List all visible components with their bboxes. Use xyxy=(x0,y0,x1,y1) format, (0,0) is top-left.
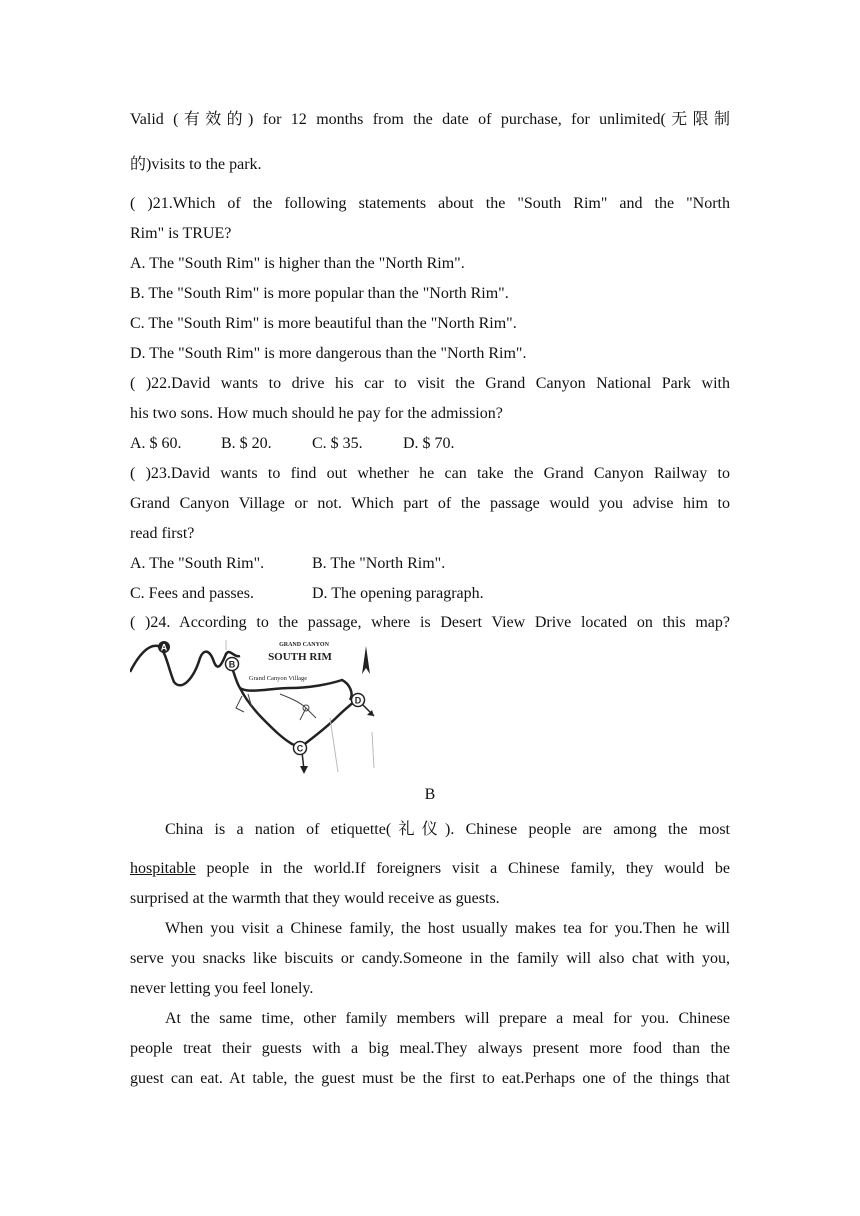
section-b-heading: B xyxy=(424,786,436,803)
east-route-to-d xyxy=(302,698,358,746)
section-b-p1-line-1: China is a nation of etiquette(礼仪). Chinese people are among the most xyxy=(165,821,730,838)
question-22-line-2: his two sons. How much should he pay for the admission? xyxy=(130,405,503,422)
section-b-p2-line-1: When you visit a Chinese family, the host usually makes tea for you.Then he will xyxy=(165,920,730,937)
map-marker-d-label: D xyxy=(354,695,362,706)
map-village-label: Grand Canyon Village xyxy=(248,675,308,682)
map-title-large: SOUTH RIM xyxy=(268,651,332,663)
section-b-p1-line-3: surprised at the warmth that they would receive as guests. xyxy=(130,890,500,907)
map-illustration xyxy=(130,636,378,776)
question-22-option-b: B. $ 20. xyxy=(221,435,272,452)
village-roads xyxy=(236,694,316,720)
section-b-p3-line-3: guest can eat. At table, the guest must be the first to eat.Perhaps one of the things that xyxy=(130,1070,730,1087)
intro-line-1: Valid (有效的) for 12 months from the date of purchase, for unlimited(无限制 xyxy=(130,111,730,128)
question-23-options-row-1 xyxy=(130,554,730,574)
intro-line-2: 的)visits to the park. xyxy=(130,156,262,173)
question-21-option-d: D. The "South Rim" is more dangerous than the "North Rim". xyxy=(130,345,527,362)
question-21-option-a: A. The "South Rim" is higher than the "North Rim". xyxy=(130,255,465,272)
compass-north-arrow xyxy=(362,646,370,674)
question-21-option-c: C. The "South Rim" is more beautiful than the "North Rim". xyxy=(130,315,517,332)
question-22-options xyxy=(130,434,730,454)
section-b-p1-line-2 xyxy=(130,859,730,879)
question-22-option-a: A. $ 60. xyxy=(130,435,182,452)
map-marker-a-label: A xyxy=(160,642,168,653)
section-b-p2-line-3: never letting you feel lonely. xyxy=(130,980,314,997)
underlined-word-hospitable: hospitable xyxy=(130,860,196,877)
map-marker-c-label: C xyxy=(296,743,304,754)
south-rim-map xyxy=(130,636,378,776)
question-22-option-c: C. $ 35. xyxy=(312,435,363,452)
question-23-option-c: C. Fees and passes. xyxy=(130,585,254,602)
map-marker-b-label: B xyxy=(228,659,236,670)
question-23-option-a: A. The "South Rim". xyxy=(130,555,265,572)
question-21-line-1: ( )21.Which of the following statements about the "South Rim" and the "North xyxy=(130,195,730,212)
question-23-line-1: ( )23.David wants to find out whether he can take the Grand Canyon Railway to xyxy=(130,465,730,482)
question-23-line-3: read first? xyxy=(130,525,195,542)
question-21-line-2: Rim" is TRUE? xyxy=(130,225,232,242)
question-23-option-d: D. The opening paragraph. xyxy=(312,585,484,602)
question-23-options-row-2 xyxy=(130,584,730,604)
question-23-line-2: Grand Canyon Village or not. Which part of the passage would you advise him to xyxy=(130,495,730,512)
question-21-option-b: B. The "South Rim" is more popular than the "North Rim". xyxy=(130,285,509,302)
section-b-p3-line-2: people treat their guests with a big meal.They always present more food than the xyxy=(130,1040,730,1057)
west-rim-route xyxy=(130,646,240,686)
section-b-p2-line-2: serve you snacks like biscuits or candy.Someone in the family will also chat with you, xyxy=(130,950,730,967)
south-route-to-c xyxy=(240,688,302,746)
map-title-small: GRAND CANYON xyxy=(279,642,329,648)
question-22-line-1: ( )22.David wants to drive his car to visit the Grand Canyon National Park with xyxy=(130,375,730,392)
question-24-line-1: ( )24. According to the passage, where is Desert View Drive located on this map? xyxy=(130,614,730,631)
section-b-p1-line-2-rest: people in the world.If foreigners visit a Chinese family, they would be xyxy=(195,860,730,877)
question-22-option-d: D. $ 70. xyxy=(403,435,455,452)
section-b-p3-line-1: At the same time, other family members will prepare a meal for you. Chinese xyxy=(165,1010,730,1027)
south-arrow-head xyxy=(300,766,308,774)
question-23-option-b: B. The "North Rim". xyxy=(312,555,446,572)
